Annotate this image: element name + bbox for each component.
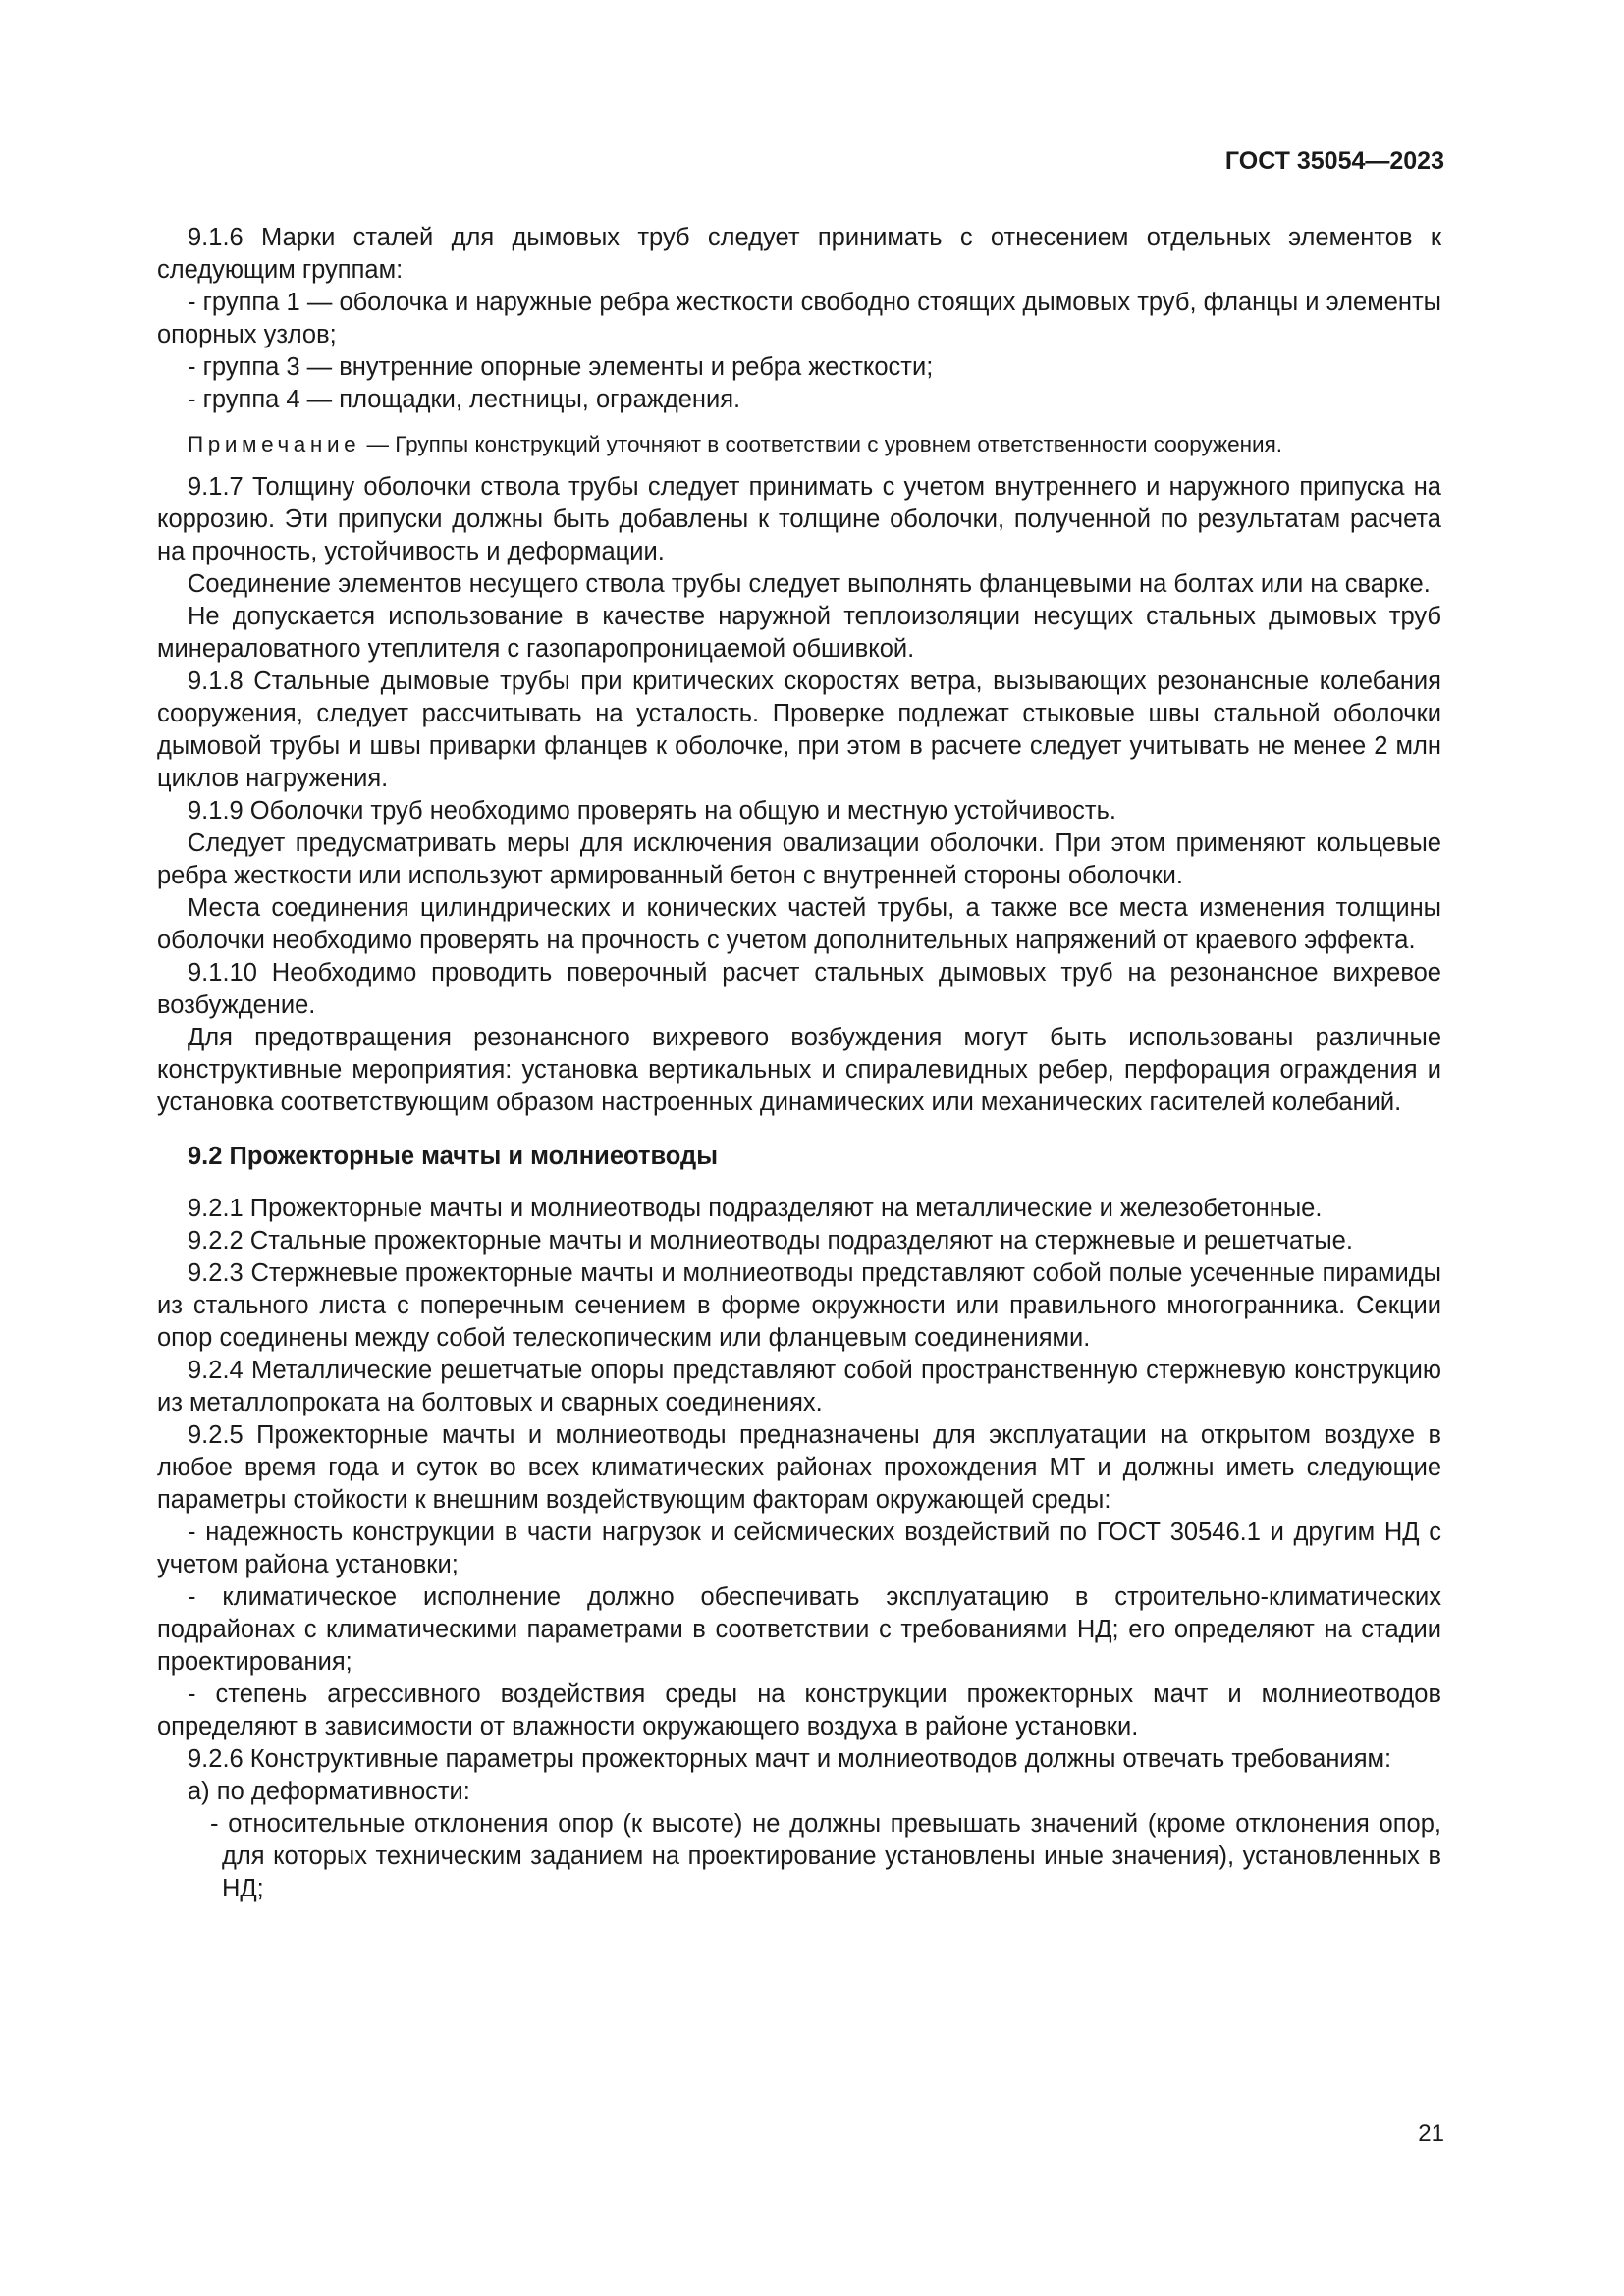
paragraph-9-1-7-insulation: Не допускается использование в качестве наружной теплоизоляции несущих стальных дымовых труб минераловатного утеплителя с газопаропроницаемой обшивкой. [157, 603, 1441, 663]
list-item-aggressive: - степень агрессивного воздействия среды на конструкции прожекторных мачт и молниеотводов определяют в зависимости от влажности окружающего воздуха в районе установки. [157, 1681, 1441, 1740]
paragraph-9-2-3: 9.2.3 Стержневые прожекторные мачты и молниеотводы представляют собой полые усеченные пирамиды из стального листа с поперечным сечением в форме окружности или правильного многогранника. Секции опор соединены между собой телескопическим или фланцевым соединениями. [157, 1259, 1441, 1352]
document-code-header: ГОСТ 35054—2023 [1224, 147, 1444, 175]
document-body [157, 222, 1441, 1905]
note-text: — Группы конструкций уточняют в соответствии с уровнем ответственности сооружения. [360, 432, 1283, 456]
paragraph-9-2-6: 9.2.6 Конструктивные параметры прожекторных мачт и молниеотводов должны отвечать требованиям: [188, 1745, 1392, 1773]
paragraph-9-1-8: 9.1.8 Стальные дымовые трубы при критических скоростях ветра, вызывающих резонансные колебания сооружения, следует рассчитывать на усталость. Проверке подлежат стыковые швы стальной оболочки дымовой трубы и швы приварки фланцев к оболочке, при этом в расчете следует учитывать не менее 2 млн циклов нагружения. [157, 667, 1441, 792]
paragraph-9-1-7-joints: Соединение элементов несущего ствола трубы следует выполнять фланцевыми на болтах или на сварке. [188, 570, 1431, 598]
paragraph-9-2-4: 9.2.4 Металлические решетчатые опоры представляют собой пространственную стержневую конструкцию из металлопроката на болтовых и сварных соединениях. [157, 1357, 1441, 1416]
paragraph-9-1-10: 9.1.10 Необходимо проводить поверочный расчет стальных дымовых труб на резонансное вихревое возбуждение. [157, 959, 1441, 1019]
note [157, 430, 1441, 459]
paragraph-9-2-5: 9.2.5 Прожекторные мачты и молниеотводы предназначены для эксплуатации на открытом воздухе в любое время года и суток во всех климатических районах прохождения МТ и должны иметь следующие параметры стойкости к внешним воздействующим факторам окружающей среды: [157, 1421, 1441, 1514]
list-item-reliability: - надежность конструкции в части нагрузок и сейсмических воздействий по ГОСТ 30546.1 и другим НД с учетом района установки; [157, 1519, 1441, 1578]
note-label: Примечание [188, 432, 361, 456]
paragraph-9-1-9-ovalization: Следует предусматривать меры для исключения овализации оболочки. При этом применяют кольцевые ребра жесткости или используют армированный бетон с внутренней стороны оболочки. [157, 829, 1441, 889]
page-number: 21 [1418, 2120, 1444, 2147]
paragraph-9-1-6: 9.1.6 Марки сталей для дымовых труб следует принимать с отнесением отдельных элементов к следующим группам: [157, 224, 1441, 284]
list-item-climatic: - климатическое исполнение должно обеспечивать эксплуатацию в строительно-климатических подрайонах с климатическими параметрами в соответствии с требованиями НД; его определяют на стадии проектирования; [157, 1583, 1441, 1676]
paragraph-9-2-1: 9.2.1 Прожекторные мачты и молниеотводы подразделяют на металлические и железобетонные. [188, 1195, 1323, 1222]
paragraph-9-1-10-measures: Для предотвращения резонансного вихревого возбуждения могут быть использованы различные конструктивные мероприятия: установка вертикальных и спиралевидных ребер, перфорация ограждения и установка соответствующим образом настроенных динамических или механических гасителей колебаний. [157, 1024, 1441, 1116]
list-item-group-1: - группа 1 — оболочка и наружные ребра жесткости свободно стоящих дымовых труб, фланцы и элементы опорных узлов; [157, 289, 1441, 348]
paragraph-9-1-9: 9.1.9 Оболочки труб необходимо проверять на общую и местную устойчивость. [188, 797, 1116, 825]
paragraph-9-1-9-junctions: Места соединения цилиндрических и конических частей трубы, а также все места изменения толщины оболочки необходимо проверять на прочность с учетом дополнительных напряжений от краевого эффекта. [157, 894, 1441, 954]
list-item-group-3: - группа 3 — внутренние опорные элементы и ребра жесткости; [188, 353, 934, 381]
list-subitem-deformation: - относительные отклонения опор (к высоте) не должны превышать значений (кроме отклонения опор, для которых техническим заданием на проектирование установлены иные значения), установленных в НД; [210, 1810, 1441, 1902]
paragraph-9-1-7: 9.1.7 Толщину оболочки ствола трубы следует принимать с учетом внутреннего и наружного припуска на коррозию. Эти припуски должны быть добавлены к толщине оболочки, полученной по результатам расчета на прочность, устойчивость и деформации. [157, 473, 1441, 565]
list-item-group-4: - группа 4 — площадки, лестницы, ограждения. [188, 386, 741, 413]
paragraph-9-2-2: 9.2.2 Стальные прожекторные мачты и молниеотводы подразделяют на стержневые и решетчатые. [188, 1227, 1353, 1255]
section-heading-9-2: 9.2 Прожекторные мачты и молниеотводы [188, 1143, 719, 1170]
list-item-a: а) по деформативности: [188, 1778, 470, 1805]
